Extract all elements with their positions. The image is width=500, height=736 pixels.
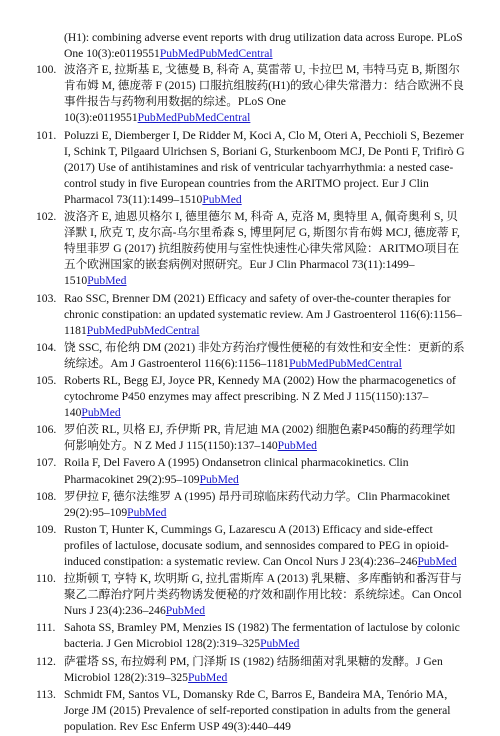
reference-item-113	[36, 687, 466, 735]
reference-text: Poluzzi E, Diemberger I, De Ridder M, Koci A, Clo M, Oteri A, Pecchioli S, Bezemer I, Schink T, Pilgaard Ulrichsen S, Boriani G, Sturkenboom MCJ, De Ponti F, Trifirò G (2017) Use of antihistamines and risk of ventricular tachyarrhythmia: a nested case-control study in five European countries from the ARITMO project. Eur J Clin Pharmacol 73(11):1499–1510	[64, 128, 465, 206]
reference-list	[36, 30, 466, 736]
pubmed-link[interactable]: PubMed	[417, 555, 457, 568]
reference-item-102	[36, 209, 466, 289]
reference-continuation	[36, 30, 466, 62]
reference-text: Schmidt FM, Santos VL, Domansky Rde C, Barros E, Bandeira MA, Tenório MA, Jorge JM (2015) Prevalence of self-reported constipation in adults from the general population. Rev Esc Enferm USP 49(3):440–449	[64, 687, 451, 733]
pubmed-link[interactable]: PubMed	[87, 274, 127, 288]
reference-number: 102.	[36, 210, 57, 224]
reference-text: 罗伯茨 RL, 贝格 EJ, 乔伊斯 PR, 肯尼迪 MA (2002) 细胞色素P450酶的药理学如何影响处方。N Z Med J 115(1150):137–140	[64, 423, 456, 453]
reference-number: 104.	[36, 340, 57, 354]
pubmed-central-link[interactable]: PubMedCentral	[328, 356, 402, 370]
pubmed-link[interactable]: PubMed	[187, 670, 228, 684]
reference-text: 饶 SSC, 布伦纳 DM (2021) 非处方药治疗慢性便秘的有效性和安全性：更新的系统综述。Am J Gastroenterol 116(6):1156–1181	[64, 340, 465, 370]
pubmed-link[interactable]: PubMed	[165, 604, 206, 618]
pubmed-link[interactable]: PubMed	[260, 637, 300, 651]
pubmed-link[interactable]: PubMed	[199, 472, 239, 486]
reference-text: Rao SSC, Brenner DM (2021) Efficacy and safety of over-the-counter therapies for chronic constipation: an updated systematic review. Am J Gastroenterol 116(6):1156–1181	[64, 291, 462, 337]
pubmed-central-link[interactable]: PubMedCentral	[176, 111, 251, 125]
pubmed-link[interactable]: PubMed	[277, 439, 317, 453]
pubmed-link[interactable]: PubMed	[159, 47, 200, 61]
reference-number: 113.	[36, 687, 56, 701]
reference-number: 105.	[36, 373, 57, 387]
reference-text: 波洛齐 E, 拉斯基 E, 戈德曼 B, 科奇 A, 莫雷蒂 U, 卡拉巴 M, 韦特马克 B, 斯图尔肯布姆 M, 德庞蒂 F (2015) 口服抗组胺药(H1)的致心律失常潜力：结合欧洲不良事件报告与药物利用数据的综述。PLoS One 10(3):e0119551	[64, 63, 464, 125]
reference-text: (H1): combining adverse event reports with drug utilization data across Europe. PLoS One 10(3):e0119551	[64, 31, 463, 61]
reference-number: 109.	[36, 522, 57, 536]
pubmed-link[interactable]: PubMed	[289, 356, 329, 370]
pubmed-central-link[interactable]: PubMedCentral	[199, 47, 273, 61]
pubmed-link[interactable]: PubMed	[137, 111, 177, 125]
reference-item-101	[36, 128, 466, 208]
reference-item-106	[36, 422, 466, 454]
reference-item-109	[36, 522, 466, 570]
pubmed-link[interactable]: PubMed	[86, 323, 127, 337]
reference-item-110	[36, 571, 466, 619]
reference-text: 拉斯顿 T, 亨特 K, 坎明斯 G, 拉扎雷斯库 A (2013) 乳果糖、多库酯钠和番泻苷与聚乙二醇治疗阿片类药物诱发便秘的疗效和副作用比较：系统综述。Can Oncol Nurs J 23(4):236–246	[64, 572, 462, 618]
reference-item-105	[36, 373, 466, 421]
reference-text: 波洛齐 E, 迪恩贝格尔 I, 德里德尔 M, 科奇 A, 克洛 M, 奥特里 A, 佩奇奥利 S, 贝泽默 I, 欣克 T, 皮尔高-乌尔里希森 S, 博里阿尼 G, 斯图尔肯布姆 MCJ, 德庞蒂 F, 特里菲罗 G (2017) 抗组胺药使用与室性快速性心律失常风险：ARITMO项目在五个欧洲国家的嵌套病例对照研究。Eur J Clin Pharmacol 73(11):1499–1510	[64, 210, 460, 288]
reference-item-108	[36, 489, 466, 521]
pubmed-link[interactable]: PubMed	[81, 406, 121, 420]
reference-number: 111.	[36, 621, 56, 635]
reference-text: Roila F, Del Favero A (1995) Ondansetron clinical pharmacokinetics. Clin Pharmacokinet 29(2):95–109	[64, 456, 409, 486]
reference-text: Ruston T, Hunter K, Cummings G, Lazarescu A (2013) Efficacy and side-effect profiles of lactulose, docusate sodium, and sennosides compared to PEG in opioid-induced constipation: a systematic review. Can Oncol Nurs J 23(4):236–246	[64, 522, 449, 568]
reference-item-104	[36, 340, 466, 372]
reference-text: Sahota SS, Bramley PM, Menzies IS (1982) The fermentation of lactulose by colonic bacteria. J Gen Microbiol 128(2):319–325	[64, 621, 460, 651]
reference-item-107	[36, 455, 466, 487]
reference-number: 107.	[36, 456, 57, 470]
reference-item-112	[36, 654, 466, 686]
reference-number: 106.	[36, 423, 57, 437]
reference-number: 112.	[36, 654, 56, 668]
pubmed-central-link[interactable]: PubMedCentral	[126, 323, 200, 337]
reference-number: 103.	[36, 291, 57, 305]
reference-text: 萨霍塔 SS, 布拉姆利 PM, 门泽斯 IS (1982) 结肠细菌对乳果糖的发酵。J Gen Microbiol 128(2):319–325	[64, 654, 443, 684]
reference-number: 108.	[36, 489, 57, 503]
reference-number: 100.	[36, 63, 57, 77]
reference-item-111	[36, 620, 466, 652]
pubmed-link[interactable]: PubMed	[202, 192, 242, 206]
reference-number: 110.	[36, 572, 56, 586]
reference-item-100	[36, 62, 466, 126]
reference-text: Roberts RL, Begg EJ, Joyce PR, Kennedy MA (2002) How the pharmacogenetics of cytochrome P450 enzymes may affect prescribing. N Z Med J 115(1150):137–140	[64, 373, 456, 420]
reference-number: 101.	[36, 128, 57, 142]
pubmed-link[interactable]: PubMed	[127, 505, 167, 519]
reference-text: 罗伊拉 F, 德尔法维罗 A (1995) 昂丹司琼临床药代动力学。Clin Pharmacokinet 29(2):95–109	[64, 489, 450, 519]
reference-item-103	[36, 291, 466, 339]
